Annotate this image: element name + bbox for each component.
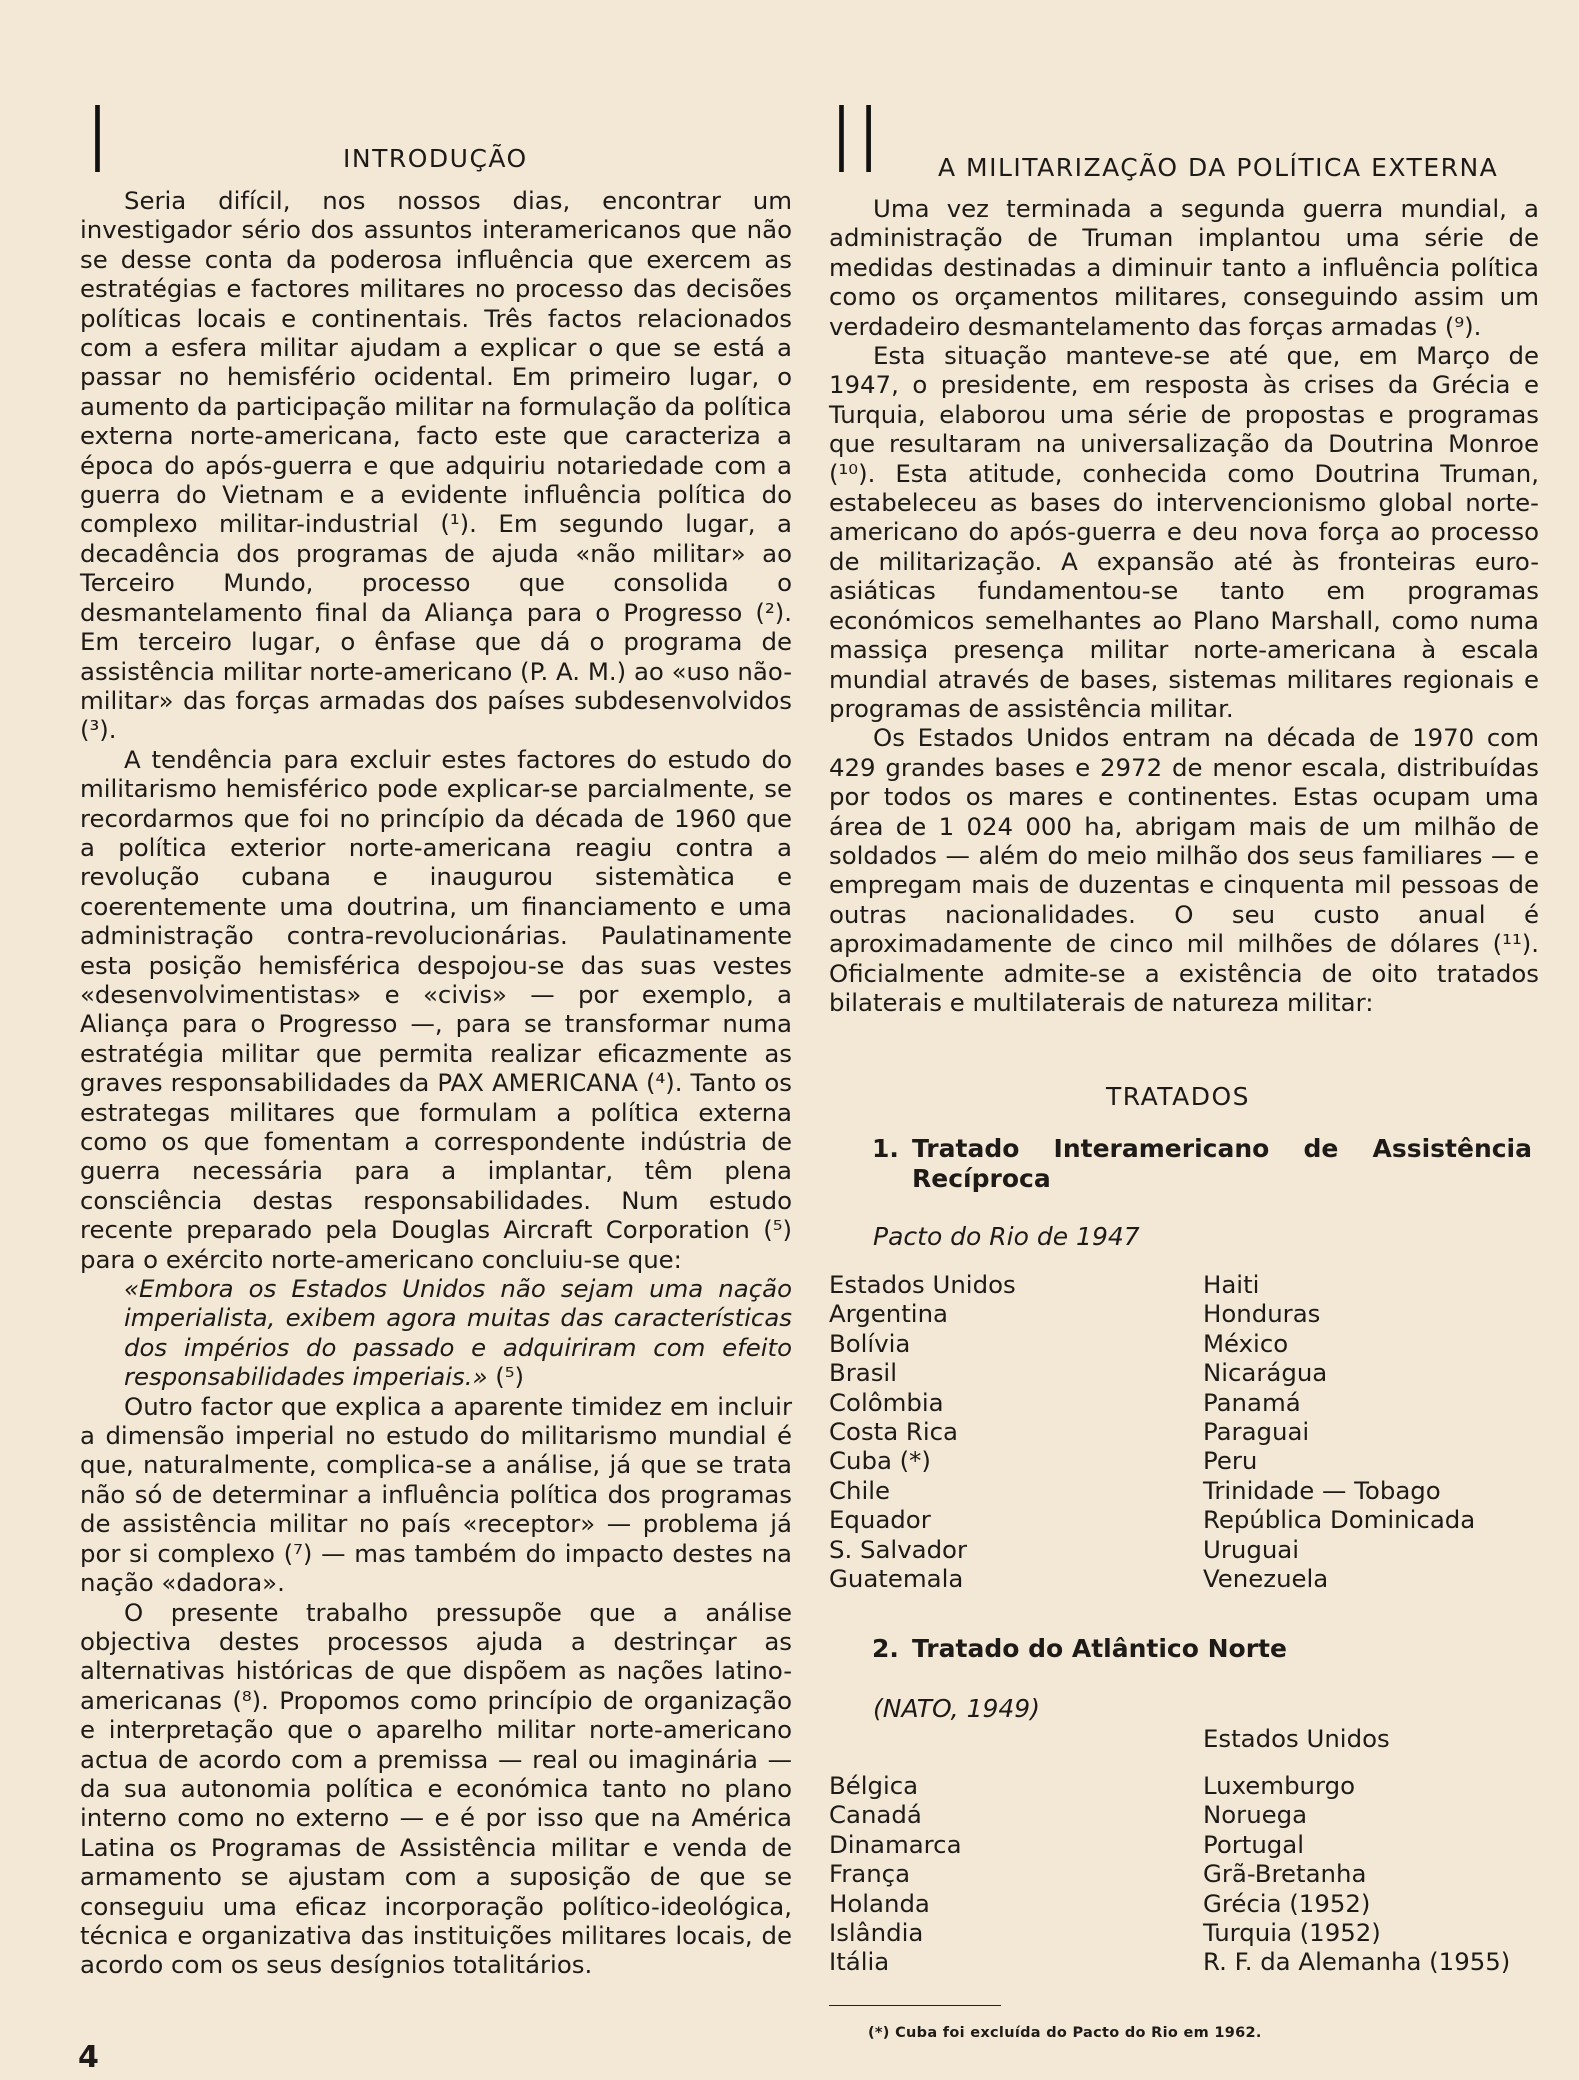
treaty-number: 1. (872, 1134, 899, 1163)
list-item: Estados Unidos (829, 1270, 1016, 1299)
treaty-two-title (872, 1634, 1540, 1664)
section-one-body (80, 186, 792, 1980)
treaties-heading: TRATADOS (1106, 1082, 1251, 1111)
list-item: Costa Rica (829, 1416, 959, 1446)
paragraph: Outro factor que explica a aparente timidez em incluir a dimensão imperial no estudo do militarismo mundial é que, naturalmente, complica-se a análise, já que se trata não só de determinar a influência política dos programas de assistência militar no país «receptor» — problema já por si complexo (⁷) — mas também do impacto destes na nação «dadora». (80, 1391, 792, 1598)
paragraph: A tendência para excluir estes factores do estudo do militarismo hemisférico pode explicar-se parcialmente, se recordarmos que foi no princípio da década de 1960 que a política exterior norte-americana reagiu contra a revolução cubana e inaugurou sistemàtica e coerentemente uma doutrina, um financiamento e uma administração contra-revolucionárias. Paulatinamente esta posição hemisférica despojou-se das suas vestes «desenvolvimentistas» e «civis» — por exemplo, a Aliança para o Progresso —, para se transformar numa estratégia militar que permita realizar eficazmente as graves responsabilidades da PAX AMERICANA (⁴). Tanto os estrategas militares que formulam a política externa como os que fomentam a correspondente indústria de guerra necessária para a implantar, têm plena consciência destas responsabilidades. Num estudo recente preparado pela Douglas Aircraft Corporation (⁵) para o exército norte-americano concluiu-se que: (80, 744, 792, 1274)
page-number: 4 (78, 2040, 99, 2075)
list-item: Honduras (1203, 1299, 1321, 1329)
list-item: Bolívia (829, 1328, 911, 1358)
treaty-name: Tratado do Atlântico Norte (912, 1634, 1287, 1663)
list-item: Venezuela (1203, 1563, 1329, 1593)
list-item: França (829, 1859, 911, 1889)
paragraph: Esta situação manteve-se até que, em Março de 1947, o presidente, em resposta às crises da Grécia e Turquia, elaborou uma série de propostas e programas que resultaram na universalização da Doutrina Monroe (¹⁰). Esta atitude, conhecida como Doutrina Truman, estabeleceu as bases do intervencionismo global norte-americano do após-guerra e deu nova força ao processo de militarização. A expansão até às fronteiras euro-asiáticas fundamentou-se tanto em programas económicos semelhantes ao Plano Marshall, como numa massiça presença militar norte-americana à escala mundial através de bases, sistemas militares regionais e programas de assistência militar. (829, 341, 1539, 723)
quote-text: «Embora os Estados Unidos não sejam uma nação imperialista, exibem agora muitas das características dos impérios do passado e adquiriram com efeito responsabilidades imperiais.» (124, 1274, 792, 1392)
list-item: Turquia (1952) (1203, 1917, 1381, 1947)
footnote: (*) Cuba foi excluída do Pacto do Rio em 1962. (868, 2025, 1262, 2041)
list-item: Panamá (1203, 1387, 1301, 1417)
section-one-numeral: I (84, 87, 112, 194)
treaty-two-top-member: Estados Unidos (1203, 1724, 1390, 1753)
list-item: Trinidade — Tobago (1203, 1475, 1441, 1505)
list-item: Haiti (1203, 1270, 1260, 1299)
section-two-numeral: II (828, 87, 883, 194)
list-item: Uruguai (1203, 1534, 1300, 1564)
list-item: Argentina (829, 1299, 948, 1329)
list-item: S. Salvador (829, 1534, 968, 1564)
list-item: Canadá (829, 1800, 922, 1830)
treaty-two-members-right (1203, 1771, 1510, 1977)
list-item: Colômbia (829, 1387, 944, 1417)
paragraph: Os Estados Unidos entram na década de 1970 com 429 grandes bases e 2972 de menor escala, distribuídas por todos os mares e continentes. Estas ocupam uma área de 1 024 000 ha, abrigam mais de um milhão de soldados — além do meio milhão dos seus familiares — e empregam mais de duzentas e cinquenta mil pessoas de outras nacionalidades. O seu custo anual é aproximadamente de cinco mil milhões de dólares (¹¹). Oficialmente admite-se a existência de oito tratados bilaterais e multilaterais de natureza militar: (829, 723, 1539, 1017)
list-item: Portugal (1203, 1829, 1305, 1859)
list-item: Brasil (829, 1358, 897, 1388)
section-one-title: INTRODUÇÃO (343, 144, 528, 173)
list-item: Holanda (829, 1888, 930, 1918)
list-item: Nicarágua (1203, 1358, 1328, 1388)
list-item: R. F. da Alemanha (1955) (1203, 1947, 1511, 1977)
list-item: Bélgica (829, 1771, 919, 1800)
list-item: Equador (829, 1505, 931, 1535)
treaty-one-members-left (829, 1270, 1016, 1593)
footnote-divider (829, 2005, 1001, 2006)
treaty-one-subtitle: Pacto do Rio de 1947 (873, 1222, 1140, 1251)
list-item: Grécia (1952) (1203, 1888, 1371, 1918)
list-item: Grã-Bretanha (1203, 1859, 1367, 1889)
list-item: Peru (1203, 1446, 1258, 1476)
list-item: Guatemala (829, 1563, 964, 1593)
treaty-two-members-left (829, 1771, 962, 1977)
paragraph: O presente trabalho pressupõe que a análise objectiva destes processos ajuda a destrinçar as alternativas históricas de que dispõem as nações latino-americanas (⁸). Propomos como princípio de organização e interpretação que o aparelho militar norte-americano actua de acordo com a premissa — real ou imaginária — da sua autonomia política e económica tanto no plano interno como no externo — e é por isso que na América Latina os Programas de Assistência militar e venda de armamento se ajustam com a suposição de que se conseguiu uma eficaz incorporação político-ideológica, técnica e organizativa das instituições militares locais, de acordo com os seus desígnios totalitários. (80, 1597, 792, 1980)
treaty-number: 2. (872, 1634, 899, 1663)
list-item: Dinamarca (829, 1829, 962, 1859)
list-item: Itália (829, 1947, 890, 1977)
treaty-one-title (872, 1134, 1540, 1194)
block-quote (80, 1274, 792, 1392)
section-two-title: A MILITARIZAÇÃO DA POLÍTICA EXTERNA (938, 153, 1499, 182)
list-item: Chile (829, 1475, 891, 1505)
list-item: Noruega (1203, 1800, 1308, 1830)
list-item: República Dominicada (1203, 1505, 1476, 1535)
list-item: Paraguai (1203, 1416, 1310, 1446)
list-item: México (1203, 1328, 1289, 1358)
list-item: Cuba (*) (829, 1446, 931, 1476)
paragraph: Seria difícil, nos nossos dias, encontrar um investigador sério dos assuntos interamericanos que não se desse conta da poderosa influência que exercem as estratégias e factores militares no processo das decisões políticas locais e continentais. Três factos relacionados com a esfera militar ajudam a explicar o que se está a passar no hemisfério ocidental. Em primeiro lugar, o aumento da participação militar na formulação da política externa norte-americana, facto este que caracteriza a época do após-guerra e que adquiriu notariedade com a guerra do Vietnam e a evidente influência política do complexo militar-industrial (¹). Em segundo lugar, a decadência dos programas de ajuda «não militar» ao Terceiro Mundo, processo que consolida o desmantelamento final da Aliança para o Progresso (²). Em terceiro lugar, o ênfase que dá o programa de assistência militar norte-americano (P. A. M.) ao «uso não-militar» das forças armadas dos países subdesenvolvidos (³). (80, 186, 792, 745)
section-two-body (829, 194, 1539, 1017)
paragraph: Uma vez terminada a segunda guerra mundial, a administração de Truman implantou uma série de medidas destinadas a diminuir tanto a influência política como os orçamentos militares, conseguindo assim um verdadeiro desmantelamento das forças armadas (⁹). (829, 194, 1539, 341)
treaty-name: Tratado Interamericano de Assistência Recíproca (912, 1134, 1532, 1193)
list-item: Luxemburgo (1203, 1771, 1356, 1800)
treaty-two-subtitle: (NATO, 1949) (873, 1694, 1040, 1723)
list-item: Islândia (829, 1917, 924, 1947)
quote-reference: (⁵) (487, 1362, 525, 1392)
treaty-one-members-right (1203, 1270, 1475, 1593)
